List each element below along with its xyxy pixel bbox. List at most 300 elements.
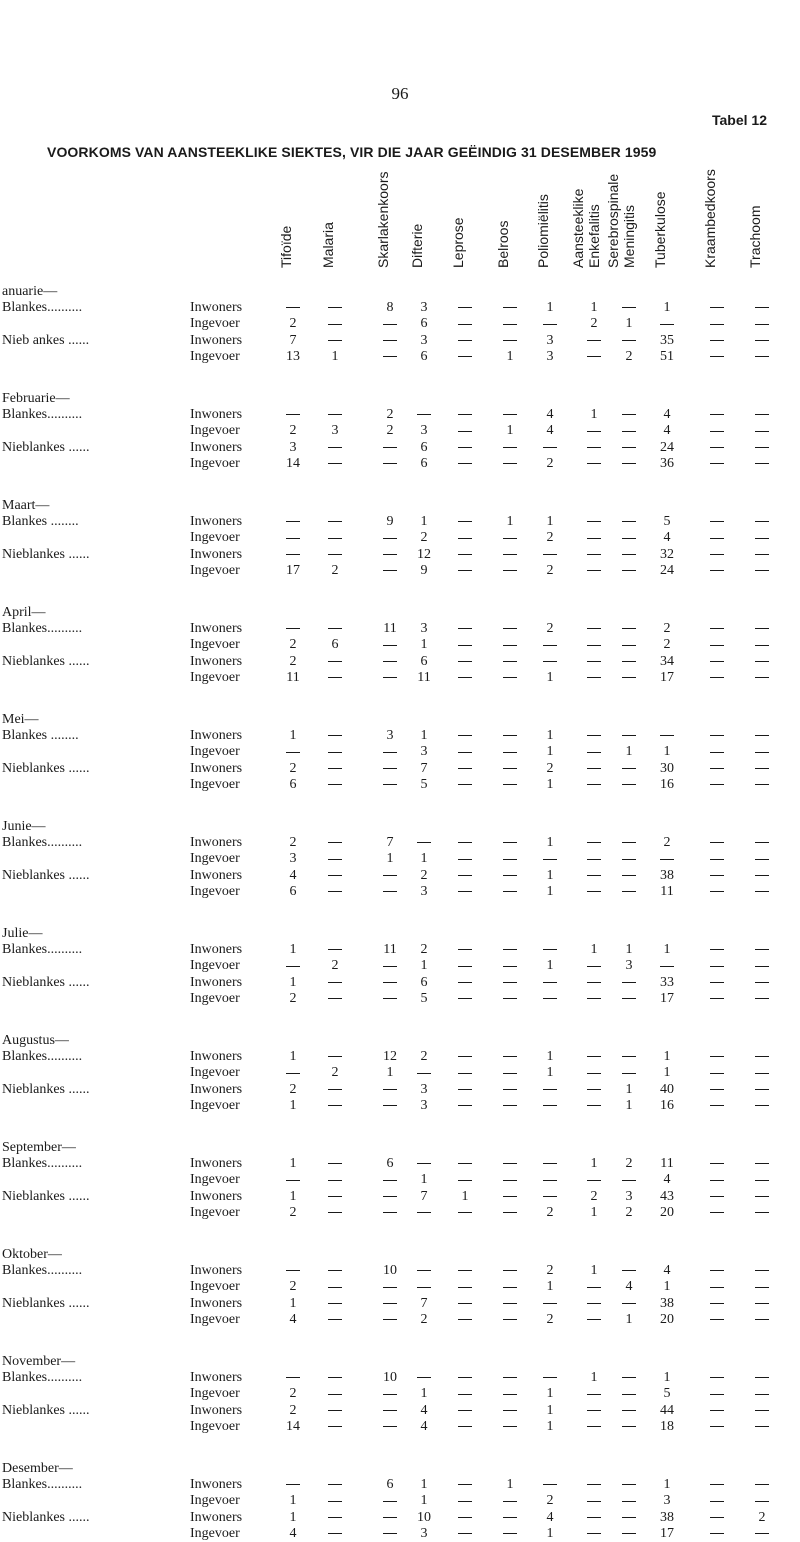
table-cell (409, 1156, 439, 1172)
table-cell (747, 744, 777, 760)
dash-mark (755, 966, 769, 967)
table-cell: 6 (420, 348, 428, 364)
table-cell (702, 835, 732, 851)
table-cell (614, 728, 644, 744)
table-cell (320, 1279, 350, 1295)
table-cell: 3 (625, 958, 633, 974)
table-cell (747, 761, 777, 777)
dash-mark (503, 324, 517, 325)
table-cell (409, 835, 439, 851)
dash-mark (458, 340, 472, 341)
table-cell (702, 868, 732, 884)
table-cell (535, 1296, 565, 1312)
column-header (702, 165, 726, 275)
row-type: Inwoners (190, 1477, 243, 1493)
dash-mark (383, 1533, 397, 1534)
dash-mark (755, 842, 769, 843)
table-cell (278, 407, 308, 423)
month-heading: anuarie— (2, 284, 58, 299)
table-cell (535, 1172, 565, 1188)
row-type: Inwoners (190, 1370, 243, 1386)
dash-mark (587, 784, 601, 785)
table-cell (450, 1082, 480, 1098)
table-cell: 2 (625, 1156, 633, 1172)
table-cell (320, 835, 350, 851)
row-type: Ingevoer (190, 990, 240, 1006)
table-cell: 24 (660, 439, 674, 455)
dash-mark (543, 1196, 557, 1197)
dash-mark (458, 677, 472, 678)
group-label: Nieblankes ...... (2, 1081, 90, 1097)
table-cell (450, 851, 480, 867)
table-cell: 2 (289, 637, 297, 653)
table-cell: 1 (590, 407, 598, 423)
dash-mark (622, 554, 636, 555)
table-cell: 1 (289, 1097, 297, 1113)
dash-mark (383, 875, 397, 876)
dash-mark (587, 538, 601, 539)
table-cell (614, 440, 644, 456)
table-cell (614, 1403, 644, 1419)
table-title: VOORKOMS VAN AANSTEEKLIKE SIEKTES, VIR DIE JAAR GEËINDIG 31 DESEMBER 1959 (47, 144, 657, 160)
dash-mark (458, 1089, 472, 1090)
row-type: Ingevoer (190, 316, 240, 332)
table-cell: 2 (546, 455, 554, 471)
table-cell: 17 (660, 669, 674, 685)
table-cell (579, 1098, 609, 1114)
dash-mark (328, 1319, 342, 1320)
dash-mark (710, 307, 724, 308)
table-cell (320, 744, 350, 760)
table-cell: 44 (660, 1402, 674, 1418)
table-cell: 1 (590, 1204, 598, 1220)
dash-mark (587, 1073, 601, 1074)
dash-mark (383, 538, 397, 539)
table-cell (495, 1526, 525, 1542)
table-cell (495, 316, 525, 332)
table-cell (495, 1263, 525, 1279)
table-cell (495, 1296, 525, 1312)
table-cell: 20 (660, 1204, 674, 1220)
dash-mark (503, 735, 517, 736)
dash-mark (660, 324, 674, 325)
dash-mark (755, 1394, 769, 1395)
table-cell: 4 (625, 1279, 633, 1295)
table-cell: 2 (546, 621, 554, 637)
dash-mark (458, 1410, 472, 1411)
dash-mark (587, 752, 601, 753)
table-cell (614, 1386, 644, 1402)
table-cell: 17 (660, 1525, 674, 1541)
table-cell (278, 958, 308, 974)
table-cell (495, 333, 525, 349)
table-cell (495, 1312, 525, 1328)
table-cell (747, 1098, 777, 1114)
table-cell (450, 530, 480, 546)
table-cell (495, 761, 525, 777)
dash-mark (328, 735, 342, 736)
dash-mark (710, 891, 724, 892)
table-cell: 1 (546, 1386, 554, 1402)
dash-mark (503, 752, 517, 753)
table-cell: 3 (420, 1525, 428, 1541)
table-cell: 2 (331, 562, 339, 578)
table-cell (375, 1296, 405, 1312)
table-cell: 38 (660, 1509, 674, 1525)
row-type: Inwoners (190, 1295, 243, 1311)
table-cell (495, 728, 525, 744)
dash-mark (286, 521, 300, 522)
dash-mark (417, 842, 431, 843)
table-cell (702, 621, 732, 637)
table-cell: 3 (420, 1097, 428, 1113)
table-cell: 2 (590, 1188, 598, 1204)
table-cell (375, 975, 405, 991)
dash-mark (458, 1073, 472, 1074)
month-heading: Augustus— (2, 1033, 69, 1048)
column-header-line: Poliomiëlitis (535, 194, 551, 268)
dash-mark (622, 661, 636, 662)
table-cell (495, 835, 525, 851)
dash-mark (328, 340, 342, 341)
group-label: Blankes.......... (2, 1477, 83, 1493)
table-cell: 3 (625, 1188, 633, 1204)
dash-mark (383, 463, 397, 464)
dash-mark (503, 982, 517, 983)
table-cell (614, 456, 644, 472)
dash-mark (458, 463, 472, 464)
table-cell (614, 1263, 644, 1279)
table-cell (495, 975, 525, 991)
column-header-line: Meningitis (621, 204, 637, 268)
month-heading: Julie— (2, 926, 43, 941)
table-cell (702, 851, 732, 867)
dash-mark (383, 447, 397, 448)
table-cell: 2 (546, 1493, 554, 1509)
table-cell: 4 (663, 407, 671, 423)
table-cell: 1 (546, 1418, 554, 1434)
dash-mark (503, 661, 517, 662)
table-cell (747, 1526, 777, 1542)
dash-mark (503, 677, 517, 678)
dash-mark (383, 1212, 397, 1213)
table-cell (450, 563, 480, 579)
table-cell: 10 (417, 1509, 431, 1525)
dash-mark (622, 982, 636, 983)
group-label: Blankes.......... (2, 300, 83, 316)
table-cell: 2 (289, 423, 297, 439)
table-cell (495, 1098, 525, 1114)
dash-mark (543, 1303, 557, 1304)
dash-mark (755, 628, 769, 629)
table-cell (495, 440, 525, 456)
dash-mark (503, 340, 517, 341)
table-cell (579, 530, 609, 546)
dash-mark (710, 1484, 724, 1485)
table-cell (320, 761, 350, 777)
table-cell (702, 514, 732, 530)
group-label: Nieblankes ...... (2, 1509, 90, 1525)
dash-mark (755, 859, 769, 860)
table-cell: 1 (289, 1493, 297, 1509)
row-type: Ingevoer (190, 1311, 240, 1327)
dash-mark (587, 1287, 601, 1288)
table-cell (579, 975, 609, 991)
dash-mark (622, 340, 636, 341)
table-cell: 11 (383, 621, 397, 637)
dash-mark (622, 463, 636, 464)
dash-mark (710, 949, 724, 950)
table-cell: 8 (386, 300, 394, 316)
table-cell (375, 670, 405, 686)
dash-mark (710, 784, 724, 785)
table-cell (747, 563, 777, 579)
table-cell (579, 456, 609, 472)
group-label: Nieblankes ...... (2, 867, 90, 883)
dash-mark (755, 1089, 769, 1090)
table-cell: 1 (386, 851, 394, 867)
table-cell (747, 975, 777, 991)
table-cell (702, 563, 732, 579)
group-label: Nieb ankes ...... (2, 332, 90, 348)
dash-mark (755, 1180, 769, 1181)
dash-mark (417, 1163, 431, 1164)
dash-mark (755, 1501, 769, 1502)
dash-mark (710, 447, 724, 448)
table-cell: 2 (420, 942, 428, 958)
dash-mark (383, 768, 397, 769)
table-cell (747, 621, 777, 637)
dash-mark (622, 1484, 636, 1485)
table-cell (702, 884, 732, 900)
table-cell (702, 991, 732, 1007)
table-cell (535, 991, 565, 1007)
dash-mark (710, 554, 724, 555)
dash-mark (587, 677, 601, 678)
table-cell: 1 (590, 1263, 598, 1279)
table-cell (375, 1510, 405, 1526)
dash-mark (458, 447, 472, 448)
table-cell: 1 (625, 1097, 633, 1113)
table-cell (747, 300, 777, 316)
table-cell (375, 530, 405, 546)
table-cell (747, 349, 777, 365)
dash-mark (503, 538, 517, 539)
dash-mark (328, 1501, 342, 1502)
dash-mark (328, 752, 342, 753)
dash-mark (328, 1089, 342, 1090)
table-cell (450, 349, 480, 365)
dash-mark (710, 1056, 724, 1057)
dash-mark (503, 1319, 517, 1320)
table-cell: 2 (331, 958, 339, 974)
table-cell (495, 1386, 525, 1402)
dash-mark (383, 554, 397, 555)
table-cell (702, 637, 732, 653)
dash-mark (503, 1212, 517, 1213)
dash-mark (458, 891, 472, 892)
table-cell: 14 (286, 455, 300, 471)
dash-mark (417, 414, 431, 415)
dash-mark (458, 998, 472, 999)
table-cell (320, 316, 350, 332)
table-cell (652, 851, 682, 867)
table-cell: 2 (420, 1311, 428, 1327)
table-cell (450, 456, 480, 472)
dash-mark (383, 661, 397, 662)
table-cell: 2 (625, 348, 633, 364)
table-cell (320, 1493, 350, 1509)
table-cell (579, 1477, 609, 1493)
table-cell: 11 (660, 1156, 674, 1172)
table-cell (614, 1493, 644, 1509)
dash-mark (587, 1426, 601, 1427)
table-cell (450, 991, 480, 1007)
table-cell: 3 (546, 348, 554, 364)
table-cell (702, 547, 732, 563)
dash-mark (383, 891, 397, 892)
table-cell (747, 942, 777, 958)
row-type: Inwoners (190, 1263, 243, 1279)
table-cell: 6 (420, 653, 428, 669)
table-cell (375, 1279, 405, 1295)
dash-mark (328, 1377, 342, 1378)
table-cell: 1 (420, 637, 428, 653)
table-cell (614, 1419, 644, 1435)
table-cell (375, 563, 405, 579)
table-cell (375, 1172, 405, 1188)
table-cell: 1 (590, 1370, 598, 1386)
table-cell (375, 1205, 405, 1221)
dash-mark (383, 1180, 397, 1181)
table-cell: 1 (546, 776, 554, 792)
table-cell (747, 1312, 777, 1328)
dash-mark (587, 1533, 601, 1534)
row-type: Ingevoer (190, 455, 240, 471)
table-cell (579, 1386, 609, 1402)
table-cell (702, 1098, 732, 1114)
table-cell: 1 (663, 1065, 671, 1081)
table-cell (320, 654, 350, 670)
table-cell: 11 (660, 883, 674, 899)
table-cell: 1 (625, 942, 633, 958)
table-cell (495, 1156, 525, 1172)
table-cell: 1 (420, 958, 428, 974)
table-cell (278, 1477, 308, 1493)
table-cell: 1 (506, 348, 514, 364)
table-cell (579, 1419, 609, 1435)
group-label: Blankes ........ (2, 514, 79, 530)
dash-mark (587, 1105, 601, 1106)
table-cell (747, 670, 777, 686)
column-header (450, 165, 474, 275)
dash-mark (383, 1089, 397, 1090)
dash-mark (328, 949, 342, 950)
table-cell: 9 (420, 562, 428, 578)
table-cell (702, 1205, 732, 1221)
table-cell (702, 456, 732, 472)
dash-mark (328, 1394, 342, 1395)
group-label: Blankes.......... (2, 835, 83, 851)
table-cell: 32 (660, 546, 674, 562)
dash-mark (755, 1270, 769, 1271)
table-cell (747, 991, 777, 1007)
table-cell: 1 (331, 348, 339, 364)
table-cell: 4 (546, 423, 554, 439)
dash-mark (710, 1319, 724, 1320)
dash-mark (286, 1180, 300, 1181)
dash-mark (458, 661, 472, 662)
table-cell: 4 (546, 407, 554, 423)
table-cell (579, 1065, 609, 1081)
table-cell (579, 851, 609, 867)
table-cell: 1 (663, 300, 671, 316)
table-cell (702, 300, 732, 316)
dash-mark (587, 661, 601, 662)
table-cell (375, 456, 405, 472)
table-cell (747, 1296, 777, 1312)
dash-mark (383, 324, 397, 325)
dash-mark (328, 859, 342, 860)
table-cell (535, 975, 565, 991)
table-cell: 4 (420, 1402, 428, 1418)
dash-mark (587, 463, 601, 464)
table-cell (375, 1419, 405, 1435)
table-cell: 1 (506, 514, 514, 530)
dash-mark (755, 1410, 769, 1411)
dash-mark (622, 1303, 636, 1304)
dash-mark (622, 842, 636, 843)
table-cell (702, 1526, 732, 1542)
dash-mark (383, 1394, 397, 1395)
table-cell (320, 670, 350, 686)
row-type: Inwoners (190, 974, 243, 990)
table-cell (747, 530, 777, 546)
table-cell (747, 637, 777, 653)
table-cell (579, 670, 609, 686)
dash-mark (503, 414, 517, 415)
month-heading: Mei— (2, 712, 39, 727)
table-cell: 2 (758, 1509, 766, 1525)
table-cell: 3 (420, 332, 428, 348)
dash-mark (383, 340, 397, 341)
table-cell: 51 (660, 348, 674, 364)
table-cell (702, 1049, 732, 1065)
month-heading: November— (2, 1354, 76, 1369)
dash-mark (587, 1394, 601, 1395)
row-type: Inwoners (190, 728, 243, 744)
dash-mark (622, 1056, 636, 1057)
table-cell (579, 440, 609, 456)
table-cell: 1 (546, 744, 554, 760)
dash-mark (710, 1287, 724, 1288)
dash-mark (755, 1212, 769, 1213)
table-cell: 4 (546, 1509, 554, 1525)
table-cell (450, 1049, 480, 1065)
table-cell (375, 777, 405, 793)
dash-mark (383, 998, 397, 999)
row-type: Ingevoer (190, 851, 240, 867)
column-header-line: Belroos (495, 220, 511, 268)
dash-mark (622, 1533, 636, 1534)
table-cell (450, 868, 480, 884)
dash-mark (458, 414, 472, 415)
row-type: Inwoners (190, 1402, 243, 1418)
table-cell (747, 654, 777, 670)
table-cell (320, 1098, 350, 1114)
table-cell (320, 1403, 350, 1419)
column-header (278, 165, 302, 275)
